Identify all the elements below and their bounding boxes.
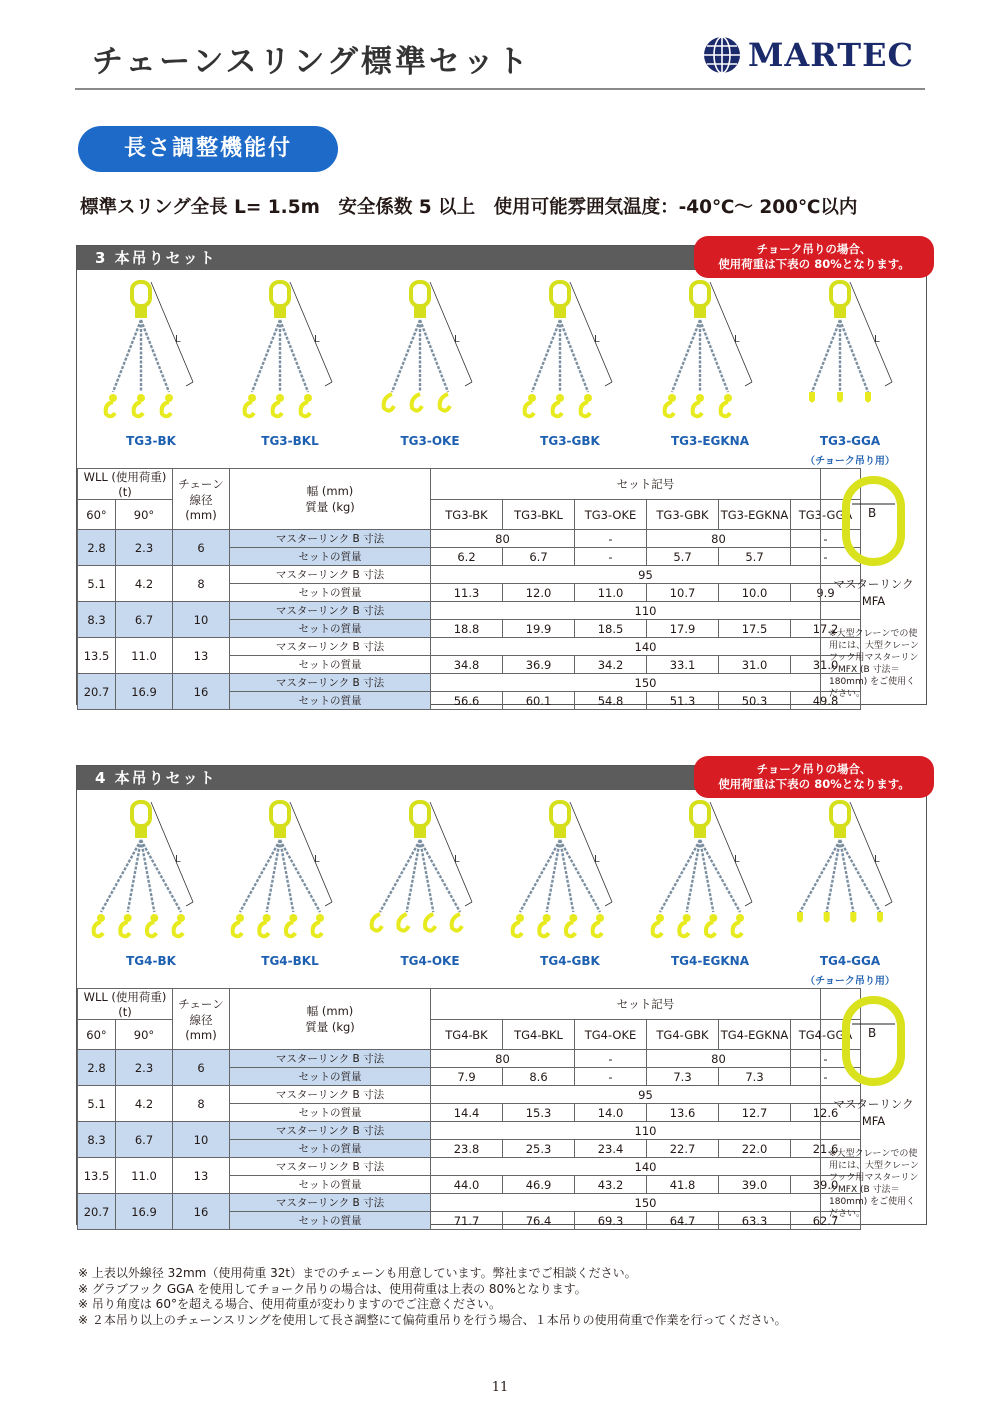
product-name: TG3-BK [126,434,176,448]
set-mass-value: 34.2 [575,656,647,674]
set-mass-value: 34.8 [431,656,503,674]
chain-sling-icon [780,790,920,950]
set-mass-value: 17.5 [719,620,791,638]
spec-table-wrap [77,468,926,708]
master-link-note: ※大型クレーンでの使用には、大型クレーンフック用マスターリンクMFX (B 寸法＝180mm) をご使用ください。 [829,629,919,699]
globe-logo-icon [702,35,742,75]
chain-dia: 8 [173,566,230,602]
set-mass-value: 11.0 [575,584,647,602]
chain-sling-icon [640,270,780,430]
product-name: TG3-OKE [400,434,460,448]
set-mass-value: 63.3 [719,1212,791,1230]
product-name: TG4-EGKNA [670,954,750,968]
set-mass-value: 41.8 [647,1176,719,1194]
set-mass-value: 8.6 [503,1068,575,1086]
master-link-panel [820,988,926,1224]
chain-dia: 16 [173,1194,230,1230]
wll-60: 8.3 [78,1122,116,1158]
title-rule [75,88,925,90]
b-dimension-label: マスターリンク B 寸法 [230,1122,431,1140]
wll-60: 13.5 [78,1158,116,1194]
wll-label: WLL (使用荷重) [83,990,167,1004]
set-mass-label: セットの質量 [230,1212,431,1230]
b-dimension-value: - [575,530,647,548]
wll-60: 2.8 [78,530,116,566]
wll-90: 16.9 [116,674,173,710]
product-item [500,790,640,988]
footnote: ※ ２本吊り以上のチェーンスリングを使用して長さ調整にて偏荷重吊りを行う場合、１本吊りの使用荷重で作業を行ってください。 [78,1312,787,1327]
choke-note-line: チョーク吊りの場合、 [756,242,872,256]
chain-dia: 13 [173,638,230,674]
set-mass-value: 9.9 [791,584,861,602]
wll-60: 5.1 [78,566,116,602]
chain-dia: 16 [173,674,230,710]
set-mass-value: 44.0 [431,1176,503,1194]
set-mass-label: セットの質量 [230,656,431,674]
b-dimension-value: 80 [431,1050,575,1068]
chain-sling-icon [360,270,500,430]
svg-text:L: L [734,854,740,865]
wll-60: 20.7 [78,674,116,710]
set-mass-value: 54.8 [575,692,647,710]
spec-table-wrap [77,988,926,1228]
chain-dia: 13 [173,1158,230,1194]
width-mass-header [230,469,431,530]
b-dimension-value: 150 [431,1194,861,1212]
set-mass-value: 12.7 [719,1104,791,1122]
svg-text:L: L [594,334,600,345]
angle-60: 60° [78,1020,116,1050]
b-dimension-label: マスターリンク B 寸法 [230,1050,431,1068]
set-mass-value: 60.1 [503,692,575,710]
set-mass-value: 5.7 [719,548,791,566]
chain-sling-icon [81,270,221,430]
product-item [81,270,221,468]
product-item [640,790,780,988]
b-dimension-label: マスターリンク B 寸法 [230,1194,431,1212]
width-mass-header [230,989,431,1050]
set-mass-value: - [575,548,647,566]
chain-sling-icon [500,790,640,950]
wll-header [78,469,173,500]
set-mass-value: 76.4 [503,1212,575,1230]
wll-60: 2.8 [78,1050,116,1086]
product-item [81,790,221,988]
set-mass-value: 7.3 [719,1068,791,1086]
set-mass-value: 39.0 [719,1176,791,1194]
b-dimension-value: 95 [431,566,861,584]
chain-dia-label: チェーン [178,997,224,1011]
svg-text:L: L [454,334,460,345]
svg-text:L: L [874,334,880,345]
angle-90: 90° [116,1020,173,1050]
master-link-label-line: MFA [861,1114,886,1128]
product-name: TG3-BKL [261,434,319,448]
set-mass-value: 69.3 [575,1212,647,1230]
footnote: ※ グラブフック GGA を使用してチョーク吊りの場合は、使用荷重は上表の 80%となります。 [78,1281,587,1296]
set-mass-value: 12.6 [791,1104,861,1122]
chain-sling-icon [220,790,360,950]
wll-90: 2.3 [116,530,173,566]
width-mass-label: 質量 (kg) [305,1020,355,1034]
set-code: TG3-EGKNA [719,500,791,530]
set-mass-label: セットの質量 [230,548,431,566]
set-mass-value: 18.5 [575,620,647,638]
width-mass-label: 幅 (mm) [306,484,354,498]
chain-sling-icon [500,270,640,430]
set-mass-value: 39.0 [791,1176,861,1194]
wll-90: 6.7 [116,602,173,638]
b-dimension-label: マスターリンク B 寸法 [230,1086,431,1104]
section-title: 3 本吊りセット [77,246,926,270]
set-mass-value: 10.0 [719,584,791,602]
set-mass-value: 23.8 [431,1140,503,1158]
set-mass-label: セットの質量 [230,1068,431,1086]
chain-dia: 6 [173,530,230,566]
set-mass-value: 6.2 [431,548,503,566]
section-title: 4 本吊りセット [77,766,926,790]
svg-text:L: L [874,854,880,865]
set-mass-value: 7.3 [647,1068,719,1086]
b-dimension-label: マスターリンク B 寸法 [230,530,431,548]
product-images [77,270,926,468]
b-dimension-label: マスターリンク B 寸法 [230,674,431,692]
product-item [780,790,920,988]
product-item [220,270,360,468]
set-mass-value: 31.0 [791,656,861,674]
set-code: TG4-GGA [791,1020,861,1050]
logo-text: MARTEC [748,36,914,74]
wll-90: 2.3 [116,1050,173,1086]
svg-text:L: L [314,334,320,345]
spec-line: 標準スリング全長 L= 1.5m 安全係数 5 以上 使用可能雰囲気温度：-40℃～ 200℃以内 [80,197,858,218]
b-dimension-label: マスターリンク B 寸法 [230,602,431,620]
set-mass-value: 64.7 [647,1212,719,1230]
master-link-note: ※大型クレーンでの使用には、大型クレーンフック用マスターリンクMFX (B 寸法＝180mm) をご使用ください。 [829,1149,919,1219]
wll-90: 6.7 [116,1122,173,1158]
svg-text:L: L [175,334,181,345]
set-code: TG3-GGA [791,500,861,530]
choke-note-line: 使用荷重は下表の 80%となります。 [718,777,910,791]
sling-set-section [76,762,927,1228]
set-mass-value: 5.7 [647,548,719,566]
chain-dia-label: 線径 [189,493,213,507]
wll-60: 5.1 [78,1086,116,1122]
chain-dia-header [173,469,230,530]
set-mass-value: 15.3 [503,1104,575,1122]
b-dimension-label: マスターリンク B 寸法 [230,638,431,656]
chain-dia: 10 [173,1122,230,1158]
b-dimension-value: 140 [431,1158,861,1176]
width-mass-label: 幅 (mm) [306,1004,354,1018]
set-mass-label: セットの質量 [230,692,431,710]
b-dimension-label: マスターリンク B 寸法 [230,566,431,584]
width-mass-label: 質量 (kg) [305,500,355,514]
b-dimension-letter: B [868,506,877,520]
product-name: TG4-GGA [819,954,881,968]
product-name: TG3-EGKNA [670,434,750,448]
feature-badge: 長さ調整機能付 [78,126,338,172]
set-code-header: セット記号 [431,469,861,500]
product-name: TG4-GBK [540,954,600,968]
angle-60: 60° [78,500,116,530]
product-item [780,270,920,468]
set-mass-value: 11.3 [431,584,503,602]
product-item [220,790,360,988]
master-link-label-line: マスターリンク [833,577,914,591]
wll-unit: (t) [118,485,132,499]
set-code: TG3-OKE [575,500,647,530]
b-dimension-value: 110 [431,1122,861,1140]
set-mass-value: 12.0 [503,584,575,602]
set-mass-value: 46.9 [503,1176,575,1194]
chain-dia-label: チェーン [178,477,224,491]
svg-text:L: L [175,854,181,865]
svg-text:L: L [454,854,460,865]
spec-table [77,468,861,710]
set-mass-value: 50.3 [719,692,791,710]
set-mass-value: - [575,1068,647,1086]
wll-90: 11.0 [116,638,173,674]
b-dimension-value: 80 [647,1050,791,1068]
set-mass-label: セットの質量 [230,620,431,638]
chain-sling-icon [360,790,500,950]
b-dimension-label: マスターリンク B 寸法 [230,1158,431,1176]
b-dimension-value: 80 [431,530,575,548]
product-name: TG4-OKE [400,954,460,968]
footnote: ※ 上表以外線径 32mm（使用荷重 32t）までのチェーンも用意しています。弊社までご相談ください。 [78,1266,637,1280]
set-mass-value: 22.0 [719,1140,791,1158]
b-dimension-value: 80 [647,530,791,548]
set-mass-label: セットの質量 [230,1176,431,1194]
set-mass-label: セットの質量 [230,1140,431,1158]
master-link-label [821,1096,926,1130]
set-code: TG4-BKL [503,1020,575,1050]
set-mass-value: 21.6 [791,1140,861,1158]
set-mass-value: 56.6 [431,692,503,710]
product-item [360,790,500,988]
martec-logo [702,33,914,77]
set-code: TG4-GBK [647,1020,719,1050]
chain-dia: 10 [173,602,230,638]
set-mass-value: 43.2 [575,1176,647,1194]
spec-table [77,988,861,1230]
set-mass-value: 17.2 [791,620,861,638]
chain-dia: 8 [173,1086,230,1122]
product-subtitle: （チョーク吊り用） [805,976,895,987]
set-mass-value: 14.0 [575,1104,647,1122]
set-mass-value: 25.3 [503,1140,575,1158]
svg-text:L: L [734,334,740,345]
set-mass-label: セットの質量 [230,584,431,602]
master-link-panel [820,468,926,704]
product-name: TG3-GGA [819,434,881,448]
set-mass-value: - [791,548,861,566]
master-link-label-line: MFA [861,594,886,608]
b-dimension-letter: B [868,1026,877,1040]
set-code: TG4-EGKNA [719,1020,791,1050]
set-mass-value: 14.4 [431,1104,503,1122]
product-item [360,270,500,468]
set-code: TG4-OKE [575,1020,647,1050]
set-mass-value: 19.9 [503,620,575,638]
set-mass-label: セットの質量 [230,1104,431,1122]
wll-90: 16.9 [116,1194,173,1230]
set-mass-value: 6.7 [503,548,575,566]
svg-text:L: L [594,854,600,865]
set-mass-value: 31.0 [719,656,791,674]
product-images [77,790,926,988]
b-dimension-value: - [791,1050,861,1068]
wll-90: 11.0 [116,1158,173,1194]
svg-text:L: L [314,854,320,865]
chain-dia-label: (mm) [185,1028,217,1042]
wll-unit: (t) [118,1005,132,1019]
wll-90: 4.2 [116,566,173,602]
chain-dia-label: 線径 [189,1013,213,1027]
chain-sling-icon [81,790,221,950]
chain-sling-icon [220,270,360,430]
set-mass-value: 71.7 [431,1212,503,1230]
set-mass-value: 33.1 [647,656,719,674]
set-code: TG4-BK [431,1020,503,1050]
b-dimension-value: 95 [431,1086,861,1104]
wll-60: 8.3 [78,602,116,638]
wll-60: 13.5 [78,638,116,674]
set-mass-value: 7.9 [431,1068,503,1086]
wll-60: 20.7 [78,1194,116,1230]
set-mass-value: - [791,1068,861,1086]
b-dimension-value: 110 [431,602,861,620]
set-mass-value: 10.7 [647,584,719,602]
wll-header [78,989,173,1020]
chain-dia-header [173,989,230,1050]
set-mass-value: 22.7 [647,1140,719,1158]
set-code: TG3-BK [431,500,503,530]
page-title: チェーンスリング標準セット [92,44,531,80]
chain-dia-label: (mm) [185,508,217,522]
set-mass-value: 17.9 [647,620,719,638]
b-dimension-value: 140 [431,638,861,656]
b-dimension-value: - [791,530,861,548]
set-mass-value: 13.6 [647,1104,719,1122]
set-mass-value: 51.3 [647,692,719,710]
product-subtitle: （チョーク吊り用） [805,456,895,467]
wll-label: WLL (使用荷重) [83,470,167,484]
choke-note-line: チョーク吊りの場合、 [756,762,872,776]
page-number: 11 [491,1380,509,1395]
angle-90: 90° [116,500,173,530]
set-code: TG3-BKL [503,500,575,530]
set-code-header: セット記号 [431,989,861,1020]
footnote: ※ 吊り角度は 60°を超える場合、使用荷重が変わりますのでご注意ください。 [78,1297,501,1311]
chain-dia: 6 [173,1050,230,1086]
set-code: TG3-GBK [647,500,719,530]
set-mass-value: 49.8 [791,692,861,710]
chain-sling-icon [780,270,920,430]
master-link-label [821,576,926,610]
product-item [640,270,780,468]
footnotes [78,1266,787,1328]
sling-set-section [76,242,927,708]
product-name: TG4-BK [126,954,176,968]
chain-sling-icon [640,790,780,950]
b-dimension-value: 150 [431,674,861,692]
set-mass-value: 23.4 [575,1140,647,1158]
set-mass-value: 62.7 [791,1212,861,1230]
master-link-label-line: マスターリンク [833,1097,914,1111]
product-name: TG4-BKL [261,954,319,968]
set-mass-value: 36.9 [503,656,575,674]
product-name: TG3-GBK [540,434,600,448]
wll-90: 4.2 [116,1086,173,1122]
choke-note-line: 使用荷重は下表の 80%となります。 [718,257,910,271]
product-item [500,270,640,468]
b-dimension-value: - [575,1050,647,1068]
set-mass-value: 18.8 [431,620,503,638]
